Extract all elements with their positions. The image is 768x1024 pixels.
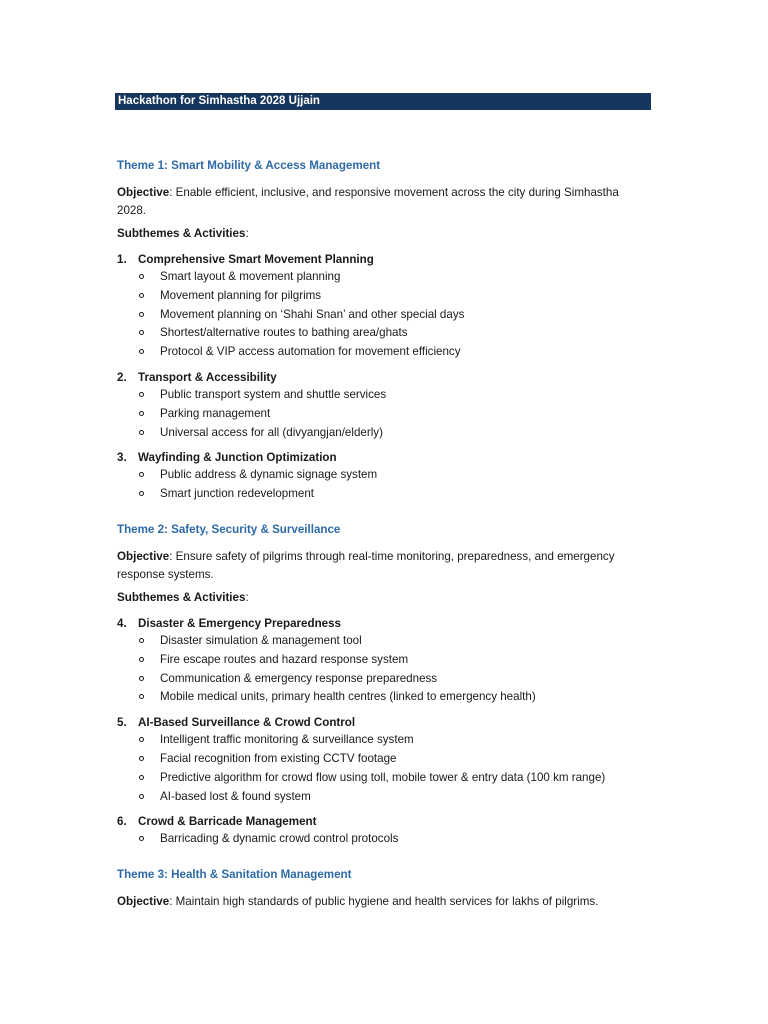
- subtheme-title: [117, 813, 647, 830]
- activity-item: [117, 268, 647, 287]
- bullet-circle-icon: [139, 836, 144, 841]
- activity-list: [117, 830, 647, 849]
- activity-text: Disaster simulation & management tool: [160, 633, 362, 647]
- bullet-circle-icon: [139, 756, 144, 761]
- subtheme-number: 5.: [117, 716, 127, 730]
- activity-item: [117, 324, 647, 343]
- activity-item: [117, 750, 647, 769]
- theme-heading: Theme 3: Health & Sanitation Management: [117, 868, 352, 882]
- activity-item: [117, 670, 647, 689]
- subthemes-heading: [117, 590, 647, 606]
- activity-text: Fire escape routes and hazard response system: [160, 652, 409, 666]
- subthemes-label: Subthemes & Activities: [117, 590, 246, 604]
- activity-text: Communication & emergency response preparedness: [160, 671, 438, 685]
- subtheme-number: 2.: [117, 370, 127, 384]
- subthemes-label: Subthemes & Activities: [117, 227, 246, 240]
- subtheme-title-text: Wayfinding & Junction Optimization: [138, 451, 337, 465]
- activity-item: [117, 343, 647, 362]
- activity-text: Universal access for all (divyangjan/elderly): [160, 425, 383, 439]
- activity-text: Movement planning on ‘Shahi Snan’ and other special days: [160, 307, 465, 321]
- bullet-circle-icon: [139, 411, 144, 416]
- activity-text: Public address & dynamic signage system: [160, 468, 378, 482]
- subtheme-title-text: Crowd & Barricade Management: [138, 815, 317, 829]
- subtheme-number: 1.: [117, 253, 127, 266]
- bullet-circle-icon: [139, 794, 144, 799]
- activity-text: Public transport system and shuttle services: [160, 387, 387, 401]
- bullet-circle-icon: [139, 430, 144, 435]
- subtheme-title: [117, 369, 647, 386]
- subthemes-colon: :: [245, 590, 249, 604]
- objective-text: : Enable efficient, inclusive, and responsive movement across the city during Simhastha 2028.: [117, 186, 619, 217]
- document-title: Hackathon for Simhastha 2028 Ujjain: [115, 93, 651, 110]
- subtheme-title-text: Transport & Accessibility: [138, 370, 277, 384]
- subtheme-title-text: AI-Based Surveillance & Crowd Control: [138, 716, 356, 730]
- theme-section: [117, 158, 647, 504]
- activity-list: [117, 268, 647, 362]
- activity-item: [117, 731, 647, 750]
- activity-list: [117, 731, 647, 806]
- objective-text: : Maintain high standards of public hygiene and health services for lakhs of pilgrims.: [169, 895, 599, 909]
- activity-text: Predictive algorithm for crowd flow using toll, mobile tower & entry data (100 km range): [160, 770, 606, 784]
- activity-text: Movement planning for pilgrims: [160, 288, 322, 302]
- bullet-circle-icon: [139, 293, 144, 298]
- objective-paragraph: [117, 893, 647, 911]
- activity-item: [117, 769, 647, 788]
- activity-item: [117, 287, 647, 306]
- activity-list: [117, 466, 647, 504]
- theme-section: [117, 522, 647, 849]
- activity-item: [117, 485, 647, 504]
- objective-paragraph: [117, 184, 647, 220]
- subtheme-title: [117, 714, 647, 731]
- activity-text: Mobile medical units, primary health centres (linked to emergency health): [160, 690, 536, 704]
- bullet-circle-icon: [139, 737, 144, 742]
- objective-text: : Ensure safety of pilgrims through real-time monitoring, preparedness, and emergency response systems.: [117, 549, 615, 581]
- subthemes-colon: :: [245, 227, 249, 240]
- activity-item: [117, 306, 647, 325]
- bullet-circle-icon: [139, 392, 144, 397]
- activity-item: [117, 424, 647, 443]
- document-content: [117, 158, 647, 911]
- bullet-circle-icon: [139, 312, 144, 317]
- activity-text: Barricading & dynamic crowd control protocols: [160, 832, 399, 846]
- activity-text: Intelligent traffic monitoring & surveillance system: [160, 733, 414, 747]
- activity-item: [117, 651, 647, 670]
- bullet-circle-icon: [139, 657, 144, 662]
- objective-label: Objective: [117, 549, 170, 563]
- subtheme-title: [117, 251, 647, 268]
- activity-text: Facial recognition from existing CCTV footage: [160, 751, 397, 765]
- bullet-circle-icon: [139, 491, 144, 496]
- theme-section: [117, 867, 647, 911]
- activity-item: [117, 788, 647, 807]
- bullet-circle-icon: [139, 349, 144, 354]
- bullet-circle-icon: [139, 330, 144, 335]
- subtheme-title-text: Comprehensive Smart Movement Planning: [138, 253, 374, 266]
- activity-text: Smart layout & movement planning: [160, 270, 341, 283]
- objective-label: Objective: [117, 186, 170, 199]
- activity-text: Protocol & VIP access automation for movement efficiency: [160, 345, 461, 359]
- subtheme-title-text: Disaster & Emergency Preparedness: [138, 616, 341, 630]
- subtheme-title: [117, 615, 647, 632]
- bullet-circle-icon: [139, 274, 144, 279]
- activity-text: Smart junction redevelopment: [160, 487, 315, 501]
- activity-list: [117, 386, 647, 442]
- activity-list: [117, 632, 647, 707]
- subthemes-heading: [117, 226, 647, 242]
- objective-paragraph: [117, 548, 647, 584]
- bullet-circle-icon: [139, 775, 144, 780]
- theme-heading: Theme 2: Safety, Security & Surveillance: [117, 522, 341, 536]
- activity-item: [117, 386, 647, 405]
- activity-item: [117, 632, 647, 651]
- subtheme-number: 3.: [117, 451, 127, 465]
- subtheme-number: 4.: [117, 616, 127, 630]
- bullet-circle-icon: [139, 694, 144, 699]
- objective-label: Objective: [117, 895, 170, 909]
- subtheme-number: 6.: [117, 815, 127, 829]
- activity-text: Parking management: [160, 406, 271, 420]
- bullet-circle-icon: [139, 638, 144, 643]
- activity-text: Shortest/alternative routes to bathing area/ghats: [160, 326, 408, 340]
- activity-item: [117, 405, 647, 424]
- activity-item: [117, 830, 647, 849]
- activity-item: [117, 688, 647, 707]
- theme-heading: Theme 1: Smart Mobility & Access Management: [117, 159, 381, 172]
- activity-item: [117, 466, 647, 485]
- bullet-circle-icon: [139, 472, 144, 477]
- bullet-circle-icon: [139, 676, 144, 681]
- subtheme-title: [117, 449, 647, 466]
- activity-text: AI-based lost & found system: [160, 789, 311, 803]
